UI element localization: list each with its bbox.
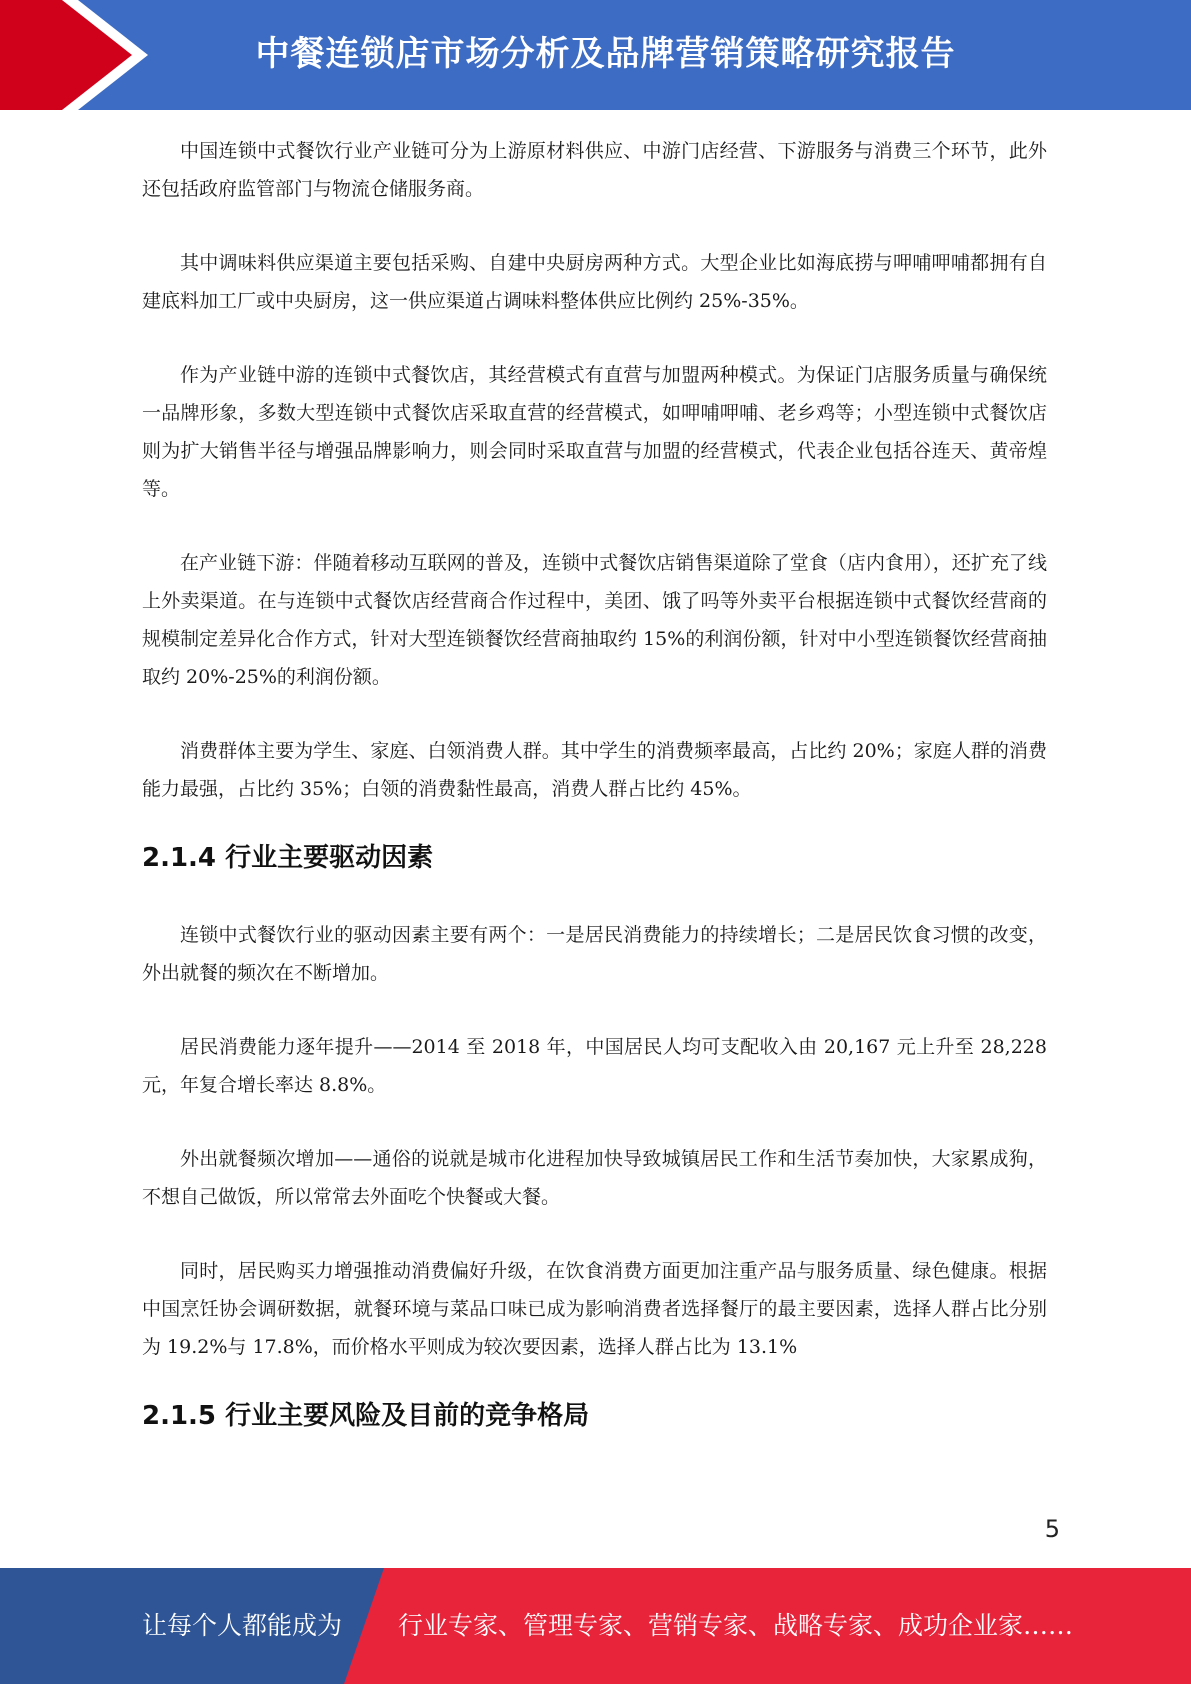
- paragraph-consumer-groups: 消费群体主要为学生、家庭、白领消费人群。其中学生的消费频率最高，占比约 20%；家庭人群的消费能力最强，占比约 35%；白领的消费黏性最高，消费人群占比约 45%。: [142, 740, 1047, 800]
- footer-slogan-left: 让每个人都能成为: [142, 1611, 343, 1640]
- paragraph-seasoning-supply: 其中调味料供应渠道主要包括采购、自建中央厨房两种方式。大型企业比如海底捞与呷哺呷哺都拥有自建底料加工厂或中央厨房，这一供应渠道占调味料整体供应比例约 25%-35%。: [142, 252, 1047, 312]
- section-heading-2-1-4: 2.1.4 行业主要驱动因素: [142, 843, 434, 873]
- paragraph-downstream: 在产业链下游：伴随着移动互联网的普及，连锁中式餐饮店销售渠道除了堂食（店内食用），还扩充了线上外卖渠道。在与连锁中式餐饮店经营商合作过程中，美团、饿了吗等外卖平台根据连锁中式餐饮经营商的规模制定差异化合作方式，针对大型连锁餐饮经营商抽取约 15%的利润份额，针对中小型连锁餐饮经营商抽取约 20%-25%的利润份额。: [142, 552, 1047, 688]
- footer-slogan-right: 行业专家、管理专家、营销专家、战略专家、成功企业家……: [398, 1611, 1074, 1640]
- page-header: [0, 0, 1191, 110]
- page-number: 5: [1044, 1515, 1060, 1543]
- paragraph-industry-chain: 中国连锁中式餐饮行业产业链可分为上游原材料供应、中游门店经营、下游服务与消费三个环节，此外还包括政府监管部门与物流仓储服务商。: [142, 140, 1047, 200]
- paragraph-operating-model: 作为产业链中游的连锁中式餐饮店，其经营模式有直营与加盟两种模式。为保证门店服务质量与确保统一品牌形象，多数大型连锁中式餐饮店采取直营的经营模式，如呷哺呷哺、老乡鸡等；小型连锁中式餐饮店则为扩大销售半径与增强品牌影响力，则会同时采取直营与加盟的经营模式，代表企业包括谷连天、黄帝煌等。: [142, 364, 1047, 500]
- paragraph-dining-frequency: 外出就餐频次增加——通俗的说就是城市化进程加快导致城镇居民工作和生活节奏加快，大家累成狗，不想自己做饭，所以常常去外面吃个快餐或大餐。: [142, 1148, 1047, 1208]
- page-footer: [0, 1568, 1191, 1684]
- section-heading-2-1-5: 2.1.5 行业主要风险及目前的竞争格局: [142, 1401, 590, 1431]
- paragraph-income-growth: 居民消费能力逐年提升——2014 至 2018 年，中国居民人均可支配收入由 20,167 元上升至 28,228 元，年复合增长率达 8.8%。: [142, 1036, 1047, 1096]
- document-body: [142, 132, 1047, 1436]
- paragraph-drivers: 连锁中式餐饮行业的驱动因素主要有两个：一是居民消费能力的持续增长；二是居民饮食习惯的改变，外出就餐的频次在不断增加。: [142, 924, 1047, 984]
- paragraph-consumption-upgrade: 同时，居民购买力增强推动消费偏好升级，在饮食消费方面更加注重产品与服务质量、绿色健康。根据中国烹饪协会调研数据，就餐环境与菜品口味已成为影响消费者选择餐厅的最主要因素，选择人群占比分别为 19.2%与 17.8%，而价格水平则成为较次要因素，选择人群占比为 13.1%: [142, 1260, 1047, 1358]
- report-title: 中餐连锁店市场分析及品牌营销策略研究报告: [255, 34, 956, 74]
